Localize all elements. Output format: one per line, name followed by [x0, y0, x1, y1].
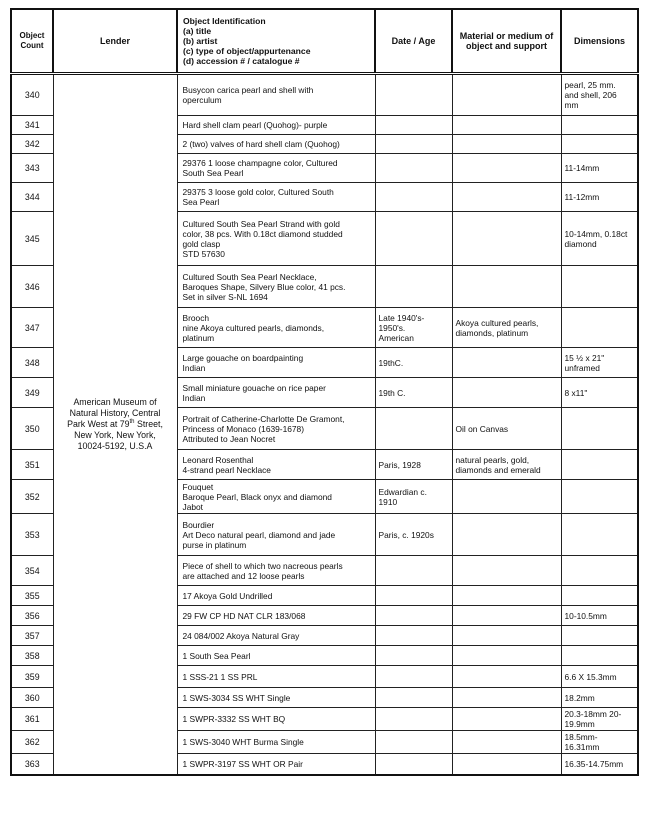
object-count-cell: 361: [11, 708, 53, 731]
header-ident-line: (a) title: [183, 26, 212, 36]
dimensions-cell: 10-10.5mm: [561, 606, 638, 626]
object-count-cell: 344: [11, 183, 53, 212]
object-identification-cell: 24 084/002 Akoya Natural Gray: [177, 626, 375, 646]
object-identification-cell: 1 SWS-3034 SS WHT Single: [177, 688, 375, 708]
object-count-cell: 346: [11, 266, 53, 308]
material-cell: Akoya cultured pearls, diamonds, platinum: [452, 308, 561, 348]
object-count-cell: 352: [11, 480, 53, 514]
date-age-cell: [375, 154, 452, 183]
material-cell: [452, 606, 561, 626]
object-identification-cell: Cultured South Sea Pearl Necklace, Baroques Shape, Silvery Blue color, 41 pcs. Set in silver S-NL 1694: [177, 266, 375, 308]
header-object-count: Object Count: [11, 9, 53, 74]
date-age-cell: [375, 731, 452, 754]
material-cell: [452, 731, 561, 754]
dimensions-cell: [561, 556, 638, 586]
dimensions-cell: 15 ½ x 21" unframed: [561, 348, 638, 378]
object-count-cell: 343: [11, 154, 53, 183]
dimensions-cell: 18.5mm- 16.31mm: [561, 731, 638, 754]
object-identification-cell: 1 SWPR-3332 SS WHT BQ: [177, 708, 375, 731]
date-age-cell: Edwardian c. 1910: [375, 480, 452, 514]
object-count-cell: 351: [11, 450, 53, 480]
object-count-cell: 340: [11, 74, 53, 116]
material-cell: Oil on Canvas: [452, 408, 561, 450]
object-identification-cell: Portrait of Catherine-Charlotte De Gramont, Princess of Monaco (1639-1678) Attributed to Jean Nocret: [177, 408, 375, 450]
material-cell: natural pearls, gold, diamonds and emerald: [452, 450, 561, 480]
header-lender: Lender: [53, 9, 177, 74]
lender-text: American Museum of Natural History, Central Park West at 79: [67, 396, 161, 429]
header-date-age: Date / Age: [375, 9, 452, 74]
dimensions-cell: [561, 626, 638, 646]
object-identification-cell: 1 South Sea Pearl: [177, 646, 375, 666]
date-age-cell: [375, 183, 452, 212]
object-count-cell: 354: [11, 556, 53, 586]
dimensions-cell: 20.3-18mm 20- 19.9mm: [561, 708, 638, 731]
date-age-cell: [375, 212, 452, 266]
material-cell: [452, 212, 561, 266]
material-cell: [452, 586, 561, 606]
date-age-cell: [375, 74, 452, 116]
object-count-cell: 353: [11, 514, 53, 556]
object-identification-cell: Fouquet Baroque Pearl, Black onyx and diamond Jabot: [177, 480, 375, 514]
dimensions-cell: 10-14mm, 0.18ct diamond: [561, 212, 638, 266]
object-identification-cell: Leonard Rosenthal 4-strand pearl Necklace: [177, 450, 375, 480]
header-object-identification: [177, 9, 375, 74]
header-material: Material or medium of object and support: [452, 9, 561, 74]
date-age-cell: [375, 666, 452, 688]
table-row: [11, 74, 638, 116]
dimensions-cell: 11-12mm: [561, 183, 638, 212]
dimensions-cell: [561, 586, 638, 606]
dimensions-cell: 16.35-14.75mm: [561, 754, 638, 775]
material-cell: [452, 666, 561, 688]
material-cell: [452, 626, 561, 646]
dimensions-cell: [561, 266, 638, 308]
object-identification-cell: 29375 3 loose gold color, Cultured South Sea Pearl: [177, 183, 375, 212]
date-age-cell: 19thC.: [375, 348, 452, 378]
material-cell: [452, 183, 561, 212]
date-age-cell: [375, 556, 452, 586]
object-count-cell: 363: [11, 754, 53, 775]
date-age-cell: [375, 586, 452, 606]
material-cell: [452, 348, 561, 378]
header-ident-line: (b) artist: [183, 36, 218, 46]
material-cell: [452, 266, 561, 308]
header-ident-line: Object Identification: [183, 16, 266, 26]
date-age-cell: [375, 626, 452, 646]
date-age-cell: [375, 646, 452, 666]
date-age-cell: [375, 606, 452, 626]
dimensions-cell: [561, 646, 638, 666]
dimensions-cell: [561, 135, 638, 154]
object-count-cell: 347: [11, 308, 53, 348]
object-identification-cell: 17 Akoya Gold Undrilled: [177, 586, 375, 606]
object-identification-cell: 1 SSS-21 1 SS PRL: [177, 666, 375, 688]
material-cell: [452, 646, 561, 666]
material-cell: [452, 378, 561, 408]
date-age-cell: 19th C.: [375, 378, 452, 408]
object-identification-cell: Large gouache on boardpainting Indian: [177, 348, 375, 378]
date-age-cell: [375, 116, 452, 135]
header-ident-line: (d) accession # / catalogue #: [183, 56, 300, 66]
object-count-cell: 350: [11, 408, 53, 450]
date-age-cell: [375, 135, 452, 154]
object-identification-cell: 29 FW CP HD NAT CLR 183/068: [177, 606, 375, 626]
date-age-cell: [375, 266, 452, 308]
date-age-cell: [375, 408, 452, 450]
object-identification-cell: Cultured South Sea Pearl Strand with gold color, 38 pcs. With 0.18ct diamond studded gold clasp STD 57630: [177, 212, 375, 266]
material-cell: [452, 556, 561, 586]
object-identification-cell: 1 SWS-3040 WHT Burma Single: [177, 731, 375, 754]
object-count-cell: 356: [11, 606, 53, 626]
object-count-cell: 357: [11, 626, 53, 646]
date-age-cell: [375, 688, 452, 708]
table-header: [11, 9, 638, 74]
object-count-cell: 345: [11, 212, 53, 266]
object-identification-cell: 2 (two) valves of hard shell clam (Quohog): [177, 135, 375, 154]
object-identification-cell: Piece of shell to which two nacreous pearls are attached and 12 loose pearls: [177, 556, 375, 586]
object-identification-cell: 1 SWPR-3197 SS WHT OR Pair: [177, 754, 375, 775]
object-count-cell: 342: [11, 135, 53, 154]
object-identification-cell: Brooch nine Akoya cultured pearls, diamonds, platinum: [177, 308, 375, 348]
dimensions-cell: [561, 450, 638, 480]
material-cell: [452, 74, 561, 116]
lender-cell: [53, 74, 177, 775]
object-identification-cell: Small miniature gouache on rice paper Indian: [177, 378, 375, 408]
dimensions-cell: [561, 308, 638, 348]
object-identification-cell: Hard shell clam pearl (Quohog)- purple: [177, 116, 375, 135]
material-cell: [452, 754, 561, 775]
object-count-cell: 355: [11, 586, 53, 606]
header-dimensions: Dimensions: [561, 9, 638, 74]
dimensions-cell: 8 x11": [561, 378, 638, 408]
lender-superscript: th: [129, 418, 135, 425]
object-identification-cell: Busycon carica pearl and shell with operculum: [177, 74, 375, 116]
object-identification-cell: 29376 1 loose champagne color, Cultured South Sea Pearl: [177, 154, 375, 183]
object-count-cell: 358: [11, 646, 53, 666]
material-cell: [452, 135, 561, 154]
table-body: [11, 74, 638, 775]
object-count-cell: 362: [11, 731, 53, 754]
material-cell: [452, 708, 561, 731]
date-age-cell: [375, 708, 452, 731]
loan-object-sheet: [10, 8, 639, 776]
object-count-cell: 341: [11, 116, 53, 135]
object-count-cell: 360: [11, 688, 53, 708]
date-age-cell: [375, 754, 452, 775]
object-count-cell: 348: [11, 348, 53, 378]
material-cell: [452, 116, 561, 135]
material-cell: [452, 514, 561, 556]
header-ident-line: (c) type of object/appurtenance: [183, 46, 311, 56]
material-cell: [452, 154, 561, 183]
dimensions-cell: [561, 480, 638, 514]
dimensions-cell: 6.6 X 15.3mm: [561, 666, 638, 688]
object-identification-cell: Bourdier Art Deco natural pearl, diamond and jade purse in platinum: [177, 514, 375, 556]
dimensions-cell: [561, 514, 638, 556]
dimensions-cell: pearl, 25 mm. and shell, 206 mm: [561, 74, 638, 116]
object-count-cell: 359: [11, 666, 53, 688]
date-age-cell: Late 1940's- 1950's. American: [375, 308, 452, 348]
material-cell: [452, 480, 561, 514]
dimensions-cell: 18.2mm: [561, 688, 638, 708]
object-count-cell: 349: [11, 378, 53, 408]
date-age-cell: Paris, 1928: [375, 450, 452, 480]
material-cell: [452, 688, 561, 708]
date-age-cell: Paris, c. 1920s: [375, 514, 452, 556]
dimensions-cell: [561, 408, 638, 450]
object-list-table: [10, 8, 639, 776]
dimensions-cell: 11-14mm: [561, 154, 638, 183]
lender-text: Street, New York, New York, 10024-5192, U.S.A: [74, 418, 163, 451]
dimensions-cell: [561, 116, 638, 135]
